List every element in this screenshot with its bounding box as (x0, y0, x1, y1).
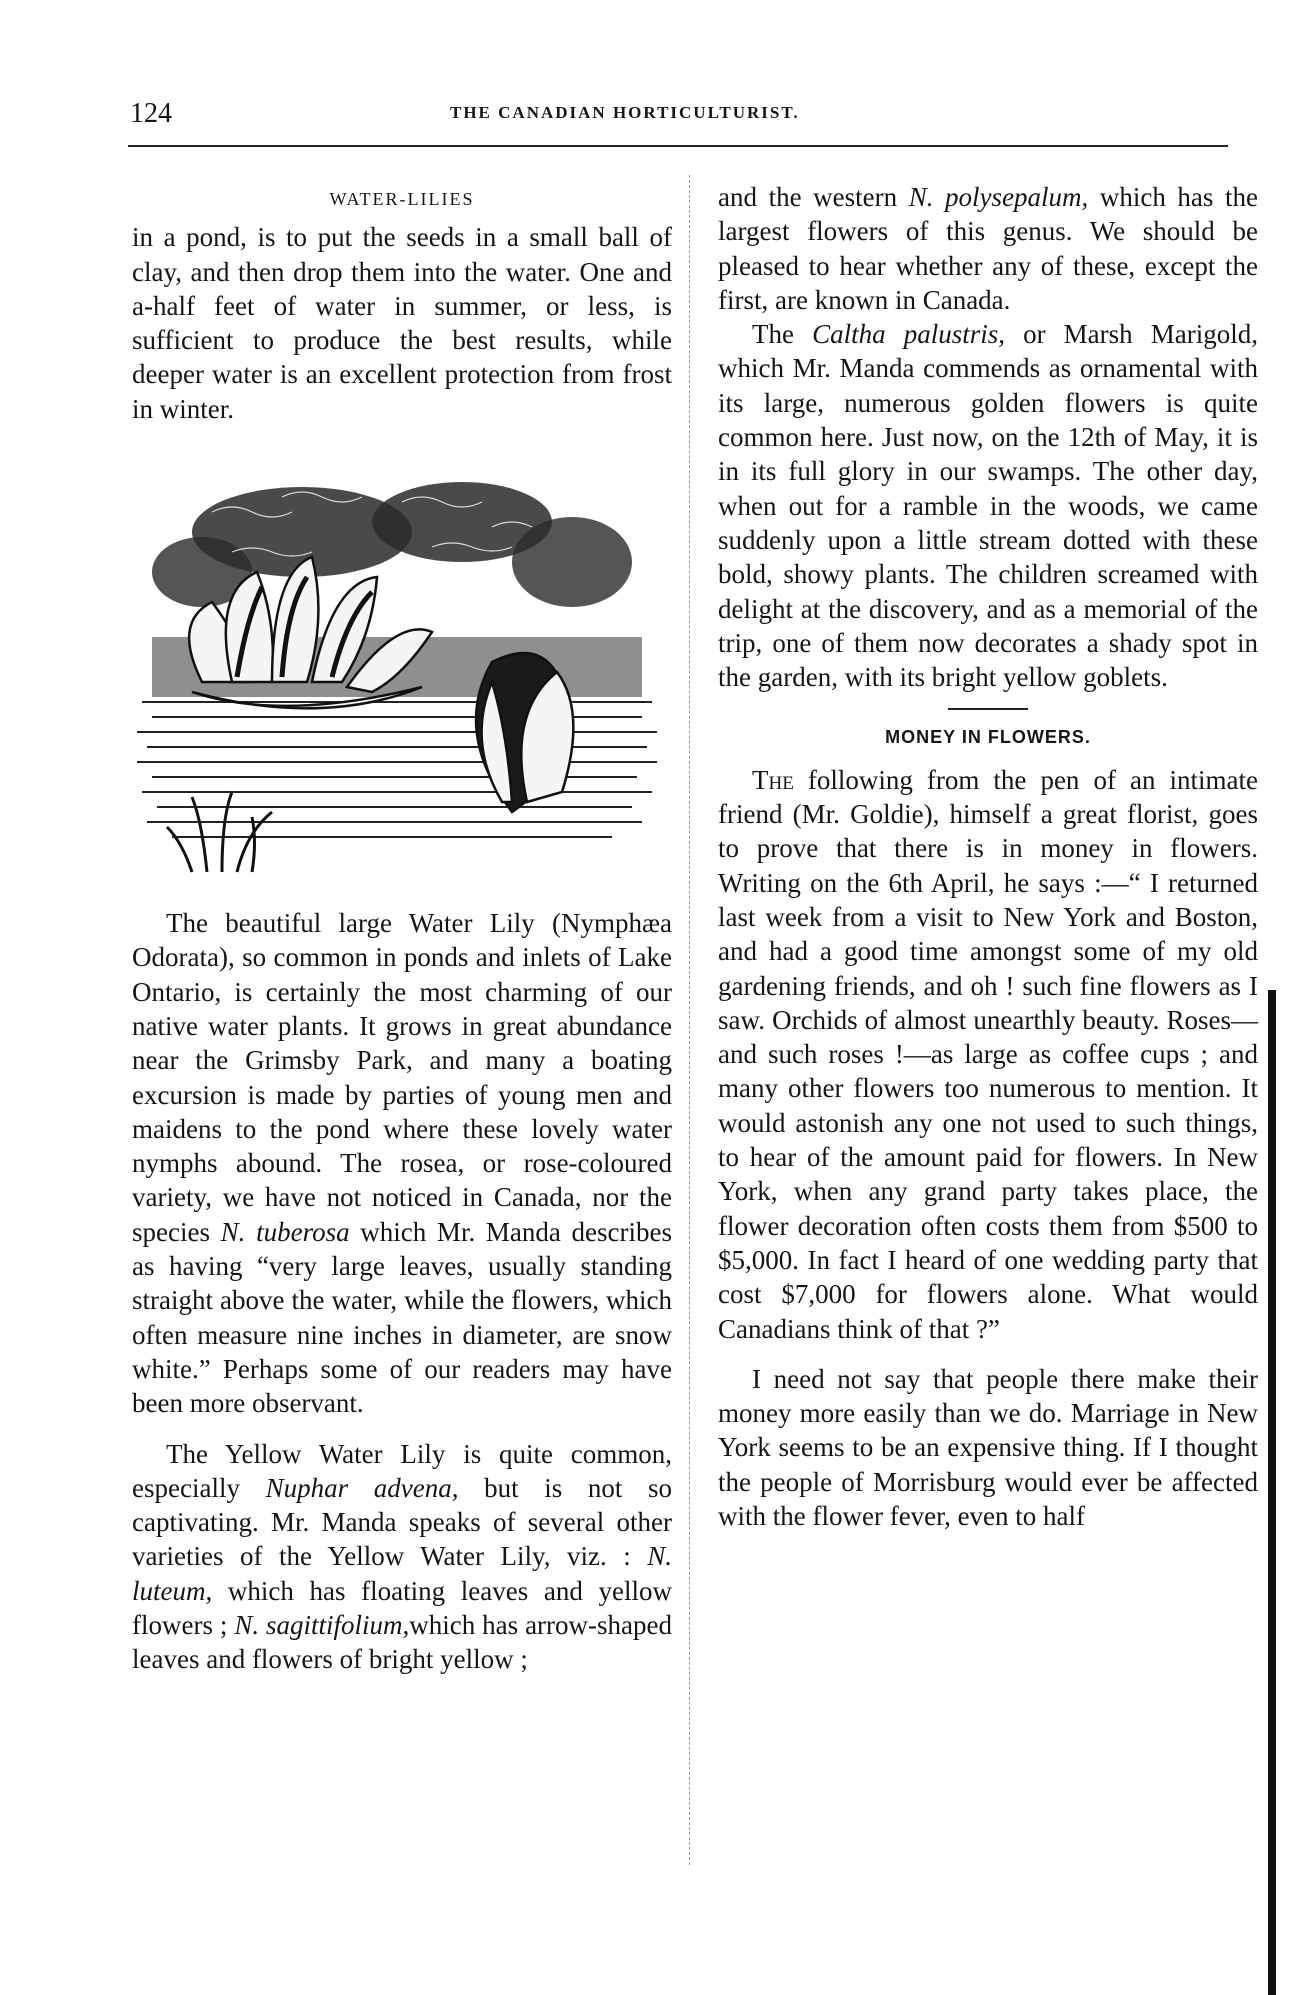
section-label: WATER-LILIES (329, 189, 475, 209)
right-paragraph-1 (718, 180, 1258, 317)
right-paragraph-3 (718, 763, 1258, 1346)
species-polysepalum: N. polysepalum, (908, 182, 1089, 212)
water-lily-illustration (132, 452, 662, 882)
species-luteum: N. luteum, (132, 1541, 672, 1606)
species-nuphar: Nuphar advena, (265, 1472, 459, 1503)
r-para1-text-a: and the western (718, 182, 909, 212)
species-caltha: Caltha palustris, (812, 319, 1005, 350)
para3-text-b: but is not so captivating. Mr. Manda speaks of several other varieties of the Yellow Water Lily, viz. : (132, 1472, 672, 1572)
left-column (132, 182, 672, 1677)
left-paragraph-1: in a pond, is to put the seeds in a small ball of clay, and then drop them into the water. One and a-half feet of water in summer, or less, is sufficient to produce the best results, while deeper water is an excellent protection from frost in winter. (132, 222, 672, 424)
species-sagittifolium: N. sagittifolium, (234, 1610, 410, 1641)
money-in-flowers-heading: MONEY IN FLOWERS. (885, 727, 1091, 748)
page-edge-shadow (1268, 990, 1276, 1995)
right-column (718, 180, 1258, 1533)
para2-text-b: which Mr. Manda describes as having “very large leaves, usually standing straight above the water, while the flowers, which often measure nine inches in diameter, are snow white.” Perhaps some of our readers may have been more observant. (132, 1216, 672, 1419)
species-tuberosa: N. tuberosa (220, 1216, 350, 1247)
para3-text-a: The Yellow Water Lily is quite common, especially (132, 1438, 672, 1503)
r-para3-text: following from the pen of an intimate friend (Mr. Goldie), himself a great florist, goes to prove that there is in money in flowers. Writing on the 6th April, he says :—“ I returned last week from a visit to New York and Boston, and had a good time amongst some of my old gardening friends, and oh ! such fine flowers as I saw. Orchids of almost unearthly beauty. Roses—and such roses !—as large as coffee cups ; and many other flowers too numerous to mention. It would astonish any one not used to such things, to hear of the amount paid for flowers. In New York, when any grand party takes place, the flower decoration often costs them from $500 to $5,000. In fact I heard of one wedding party that cost $7,000 for flowers alone. What would Canadians think of that ?” (718, 764, 1258, 1344)
page-number: 124 (130, 98, 172, 129)
right-paragraph-2 (718, 317, 1258, 694)
r-para2-text-a: The (752, 319, 813, 350)
para3-text-c: which has floating leaves and yellow flowers ; (132, 1575, 672, 1641)
r-para2-text-b: or Marsh Marigold, which Mr. Manda commends as ornamental with its large, numerous golden flowers is quite common here. Just now, on the 12th of May, it is in its full glory in our swamps. The other day, when out for a ramble in the woods, we came suddenly upon a little stream dotted with these bold, showy plants. The children screamed with delight at the discovery, and as a memorial of the trip, one of them now decorates a shady spot in the garden, with its bright yellow goblets. (718, 319, 1258, 693)
left-paragraph-2 (132, 906, 672, 1420)
running-title: THE CANADIAN HORTICULTURIST. (450, 103, 800, 122)
right-paragraph-4: I need not say that people there make their money more easily than we do. Marriage in New York seems to be an expensive thing. If I thought the people of Morrisburg would ever be affected with the flower fever, even to half (718, 1363, 1258, 1531)
lead-word: The (752, 764, 794, 795)
para2-text-a: The beautiful large Water Lily (Nymphæa Odorata), so common in ponds and inlets of Lake Ontario, is certainly the most charming of our native water plants. It grows in great abundance near the Grimsby Park, and many a boating excursion is made by parties of young men and maidens to the pond where these lovely water nymphs abound. The rosea, or rose-coloured variety, we have not noticed in Canada, nor the species (132, 908, 672, 1247)
section-separator-rule (948, 708, 1028, 710)
column-divider (689, 175, 690, 1865)
water-lily-engraving (132, 452, 662, 882)
header-rule (128, 145, 1228, 147)
para3-text-d: which has arrow-shaped leaves and flowers of bright yellow ; (132, 1610, 673, 1675)
r-para1-text-b: which has the largest flowers of this genus. We should be pleased to hear whether any of these, except the first, are known in Canada. (718, 182, 1258, 315)
left-paragraph-3 (132, 1437, 672, 1677)
